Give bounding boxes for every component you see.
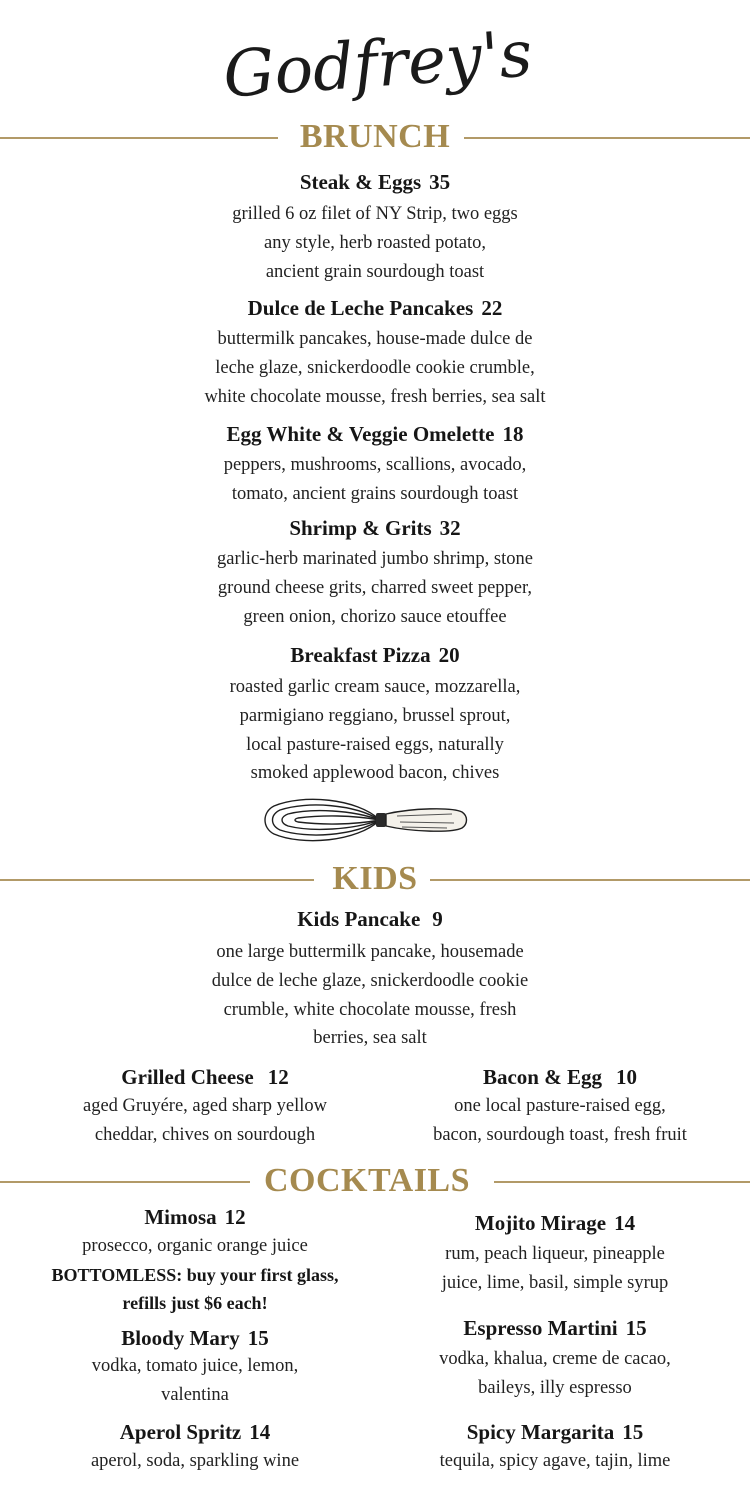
item-title: Mimosa 12 <box>144 1205 246 1229</box>
section-title-cocktails: COCKTAILS <box>263 1162 471 1199</box>
cocktails-section-header <box>0 1161 750 1201</box>
item-description: vodka, khalua, creme de cacao, baileys, illy espresso <box>439 1349 671 1398</box>
section-title-kids: KIDS <box>332 860 418 897</box>
menu-item-dulce-pancakes <box>0 294 750 411</box>
logo <box>0 8 750 118</box>
menu-item-spicy-margarita <box>380 1418 730 1476</box>
menu-item-breakfast-pizza <box>0 641 750 788</box>
logo-text: Godfrey's <box>220 17 535 113</box>
menu-item-shrimp-grits <box>0 514 750 631</box>
menu-item-aperol-spritz <box>20 1418 370 1476</box>
item-title: Mojito Mirage 14 <box>474 1211 636 1235</box>
menu-item-grilled-cheese <box>30 1063 380 1150</box>
item-description: garlic-herb marinated jumbo shrimp, stone ground cheese grits, charred sweet pepper, green onion, chorizo sauce etouffee <box>217 549 533 627</box>
divider-right <box>494 1181 750 1183</box>
item-description: aged Gruyére, aged sharp yellow cheddar, chives on sourdough <box>83 1096 327 1145</box>
item-description: one large buttermilk pancake, housemade dulce de leche glaze, snickerdoodle cookie crumble, white chocolate mousse, fresh berries, sea salt <box>211 942 529 1049</box>
item-description: rum, peach liqueur, pineapple juice, lime, basil, simple syrup <box>441 1244 669 1293</box>
menu-item-kids-pancake <box>0 905 740 1053</box>
divider-right <box>464 137 750 139</box>
item-description: tequila, spicy agave, tajin, lime <box>439 1451 671 1471</box>
kids-section-header <box>0 859 750 899</box>
item-title: Egg White & Veggie Omelette 18 <box>226 422 524 446</box>
whisk-icon <box>262 796 468 844</box>
item-description: prosecco, organic orange juice <box>82 1236 308 1256</box>
item-description: aperol, soda, sparkling wine <box>90 1451 300 1471</box>
menu-item-mojito-mirage <box>380 1209 730 1298</box>
item-title: Espresso Martini 15 <box>463 1316 647 1340</box>
menu-item-espresso-martini <box>380 1314 730 1403</box>
bottomless-promo: BOTTOMLESS: buy your first glass, refills just $6 each! <box>51 1264 339 1314</box>
item-title: Aperol Spritz 14 <box>119 1420 271 1444</box>
menu-item-mimosa <box>20 1203 370 1318</box>
item-title: Grilled Cheese 12 <box>121 1065 289 1089</box>
brunch-section-header <box>0 117 750 157</box>
item-title: Shrimp & Grits 32 <box>289 516 461 540</box>
item-description: one local pasture-raised egg, bacon, sourdough toast, fresh fruit <box>433 1096 687 1145</box>
item-description: roasted garlic cream sauce, mozzarella, parmigiano reggiano, brussel sprout, local pasture-raised eggs, naturally smoked applewood bacon, chives <box>229 677 521 784</box>
menu-item-steak-eggs <box>0 168 750 286</box>
item-title: Breakfast Pizza 20 <box>290 643 460 667</box>
item-description: vodka, tomato juice, lemon, valentina <box>91 1356 299 1405</box>
item-description: buttermilk pancakes, house-made dulce de leche glaze, snickerdoodle cookie crumble, white chocolate mousse, fresh berries, sea salt <box>204 329 546 407</box>
item-title: Kids Pancake 9 <box>297 907 443 931</box>
item-description: peppers, mushrooms, scallions, avocado, tomato, ancient grains sourdough toast <box>223 455 527 504</box>
divider-right <box>430 879 750 881</box>
item-title: Spicy Margarita 15 <box>466 1420 644 1444</box>
section-title-brunch: BRUNCH <box>299 118 451 155</box>
item-title: Bacon & Egg 10 <box>482 1065 637 1089</box>
item-description: grilled 6 oz filet of NY Strip, two eggs any style, herb roasted potato, ancient grain sourdough toast <box>232 204 518 282</box>
menu-item-bacon-egg <box>390 1063 730 1150</box>
menu-item-omelette <box>0 420 750 509</box>
item-title: Steak & Eggs 35 <box>299 170 451 194</box>
item-title: Dulce de Leche Pancakes 22 <box>247 296 503 320</box>
item-title: Bloody Mary 15 <box>121 1326 269 1350</box>
menu-item-bloody-mary <box>20 1324 370 1410</box>
